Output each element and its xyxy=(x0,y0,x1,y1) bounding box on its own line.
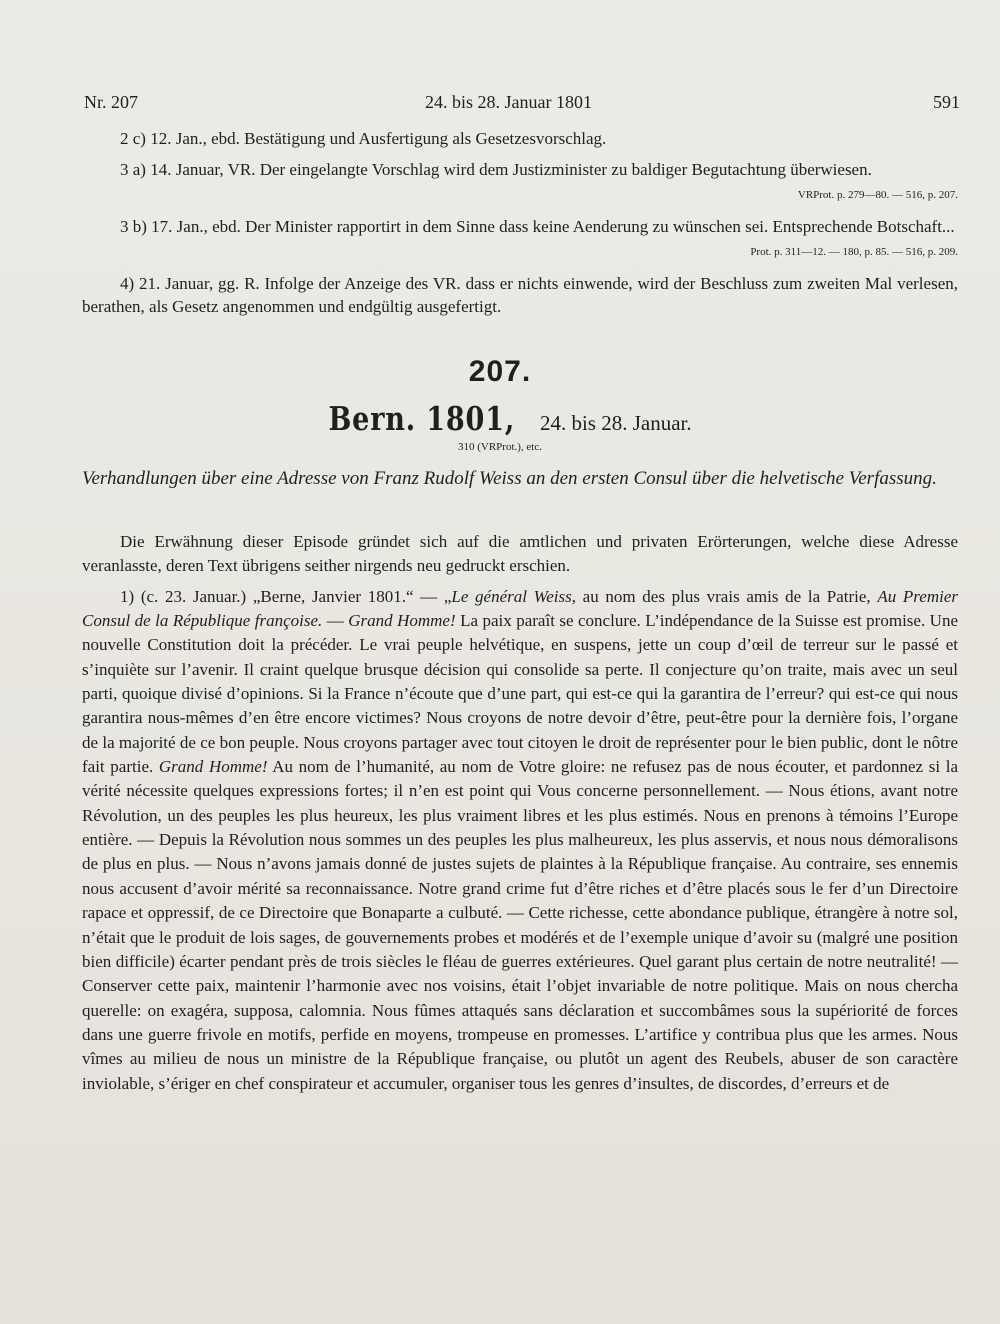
paragraph-3b-text: 3 b) 17. Jan., ebd. Der Minister rapportirt in dem Sinne dass keine Aenderung zu wünschen sei. Entsprechende Botschaft... xyxy=(120,217,955,236)
letter-addressee: Au Premier Consul de la République françoise. xyxy=(82,586,958,631)
section-source: 310 (VRProt.), etc. xyxy=(457,441,542,453)
paragraph-3a-text: 3 a) 14. Januar, VR. Der eingelangte Vorschlag wird dem Justizminister zu baldiger Begutachtung überwiesen. xyxy=(120,160,872,179)
body-text xyxy=(82,530,958,1096)
letter-salutation: Grand Homme! xyxy=(348,611,456,631)
letter-text-a: au nom des plus vrais amis de la Patrie, xyxy=(576,586,878,606)
top-block xyxy=(82,127,958,318)
letter-text-c: La paix paraît se conclure. L’indépendance de la Suisse est promise. Une nouvelle Constitution doit la précéder. Le vrai peuple helvétique, en suspens, jette un coup d’œil de terreur sur le passé et s’inquiète sur l’avenir. Il craint quelque brusque décision qui consolide sa perte. Il conjecture qu’on traite, mais avec un seul parti, quoique divisé d’opinions. Si la France n’écoute que d’une part, qui est-ce qui la garantira de l’erreur? qui est-ce qui nous garantira nous-mêmes d’en être encore victimes? Nous croyons de notre devoir d’être, peut-être pour la dernière fois, l’organe de la majorité de ce bon peuple. Nous croyons partager avec tout citoyen le droit de représenter pour le bien public, dont le nôtre fait partie. xyxy=(82,611,958,777)
header-document-number: Nr. 207 xyxy=(84,92,138,112)
section-subject: Verhandlungen über eine Adresse von Franz Rudolf Weiss an den ersten Consul über die helvetische Verfassung. xyxy=(82,468,937,489)
paragraph-2c: 2 c) 12. Jan., ebd. Bestätigung und Ausfertigung als Gesetzesvorschlag. xyxy=(120,129,607,148)
letter-salutation-repeat: Grand Homme! xyxy=(158,757,268,777)
intro-paragraph: Die Erwähnung dieser Episode gründet sich auf die amtlichen und privaten Erörterungen, welche diese Adresse veranlasste, deren Text übrigens seither nirgends neu gedruckt erschien. xyxy=(82,532,958,576)
letter-paragraph xyxy=(82,585,958,1096)
section-place-year: Bern. 1801, xyxy=(328,399,516,438)
paragraph-3b-reference: Prot. p. 311—12. — 180, p. 85. — 516, p. 209. xyxy=(750,246,958,258)
paragraph-3a-reference: VRProt. p. 279—80. — 516, p. 207. xyxy=(797,189,958,201)
letter-author: Le général Weiss, xyxy=(451,586,577,606)
paragraph-3b xyxy=(82,215,958,258)
header-page-number: 591 xyxy=(933,92,960,112)
letter-text-b: — xyxy=(322,611,349,631)
section-dates: 24. bis 28. Januar. xyxy=(539,411,692,435)
section-title xyxy=(0,399,1000,438)
paragraph-3a xyxy=(82,158,958,201)
section-number: 207. xyxy=(468,355,532,388)
paragraph-4: 4) 21. Januar, gg. R. Infolge der Anzeige des VR. dass er nichts einwende, wird der Beschluss zum zweiten Mal verlesen, berathen, als Gesetz angenommen und endgültig ausgefertigt. xyxy=(82,274,958,316)
header-date-range: 24. bis 28. Januar 1801 xyxy=(425,92,592,112)
letter-opening: 1) (c. 23. Januar.) „Berne, Janvier 1801.“ — „ xyxy=(120,586,452,606)
running-header xyxy=(84,92,960,116)
letter-text-d: Au nom de l’humanité, au nom de Votre gloire: ne refusez pas de nous écouter, et pardonnez si la vérité nécessite quelques expressions fortes; il n’en est point qui Vous concerne personnellement. — Nous étions, avant notre Révolution, un des peuples les plus heureux, les plus vraiment libres et les plus estimés. Nous en prenons à témoins l’Europe entière. — Depuis la Révolution nous sommes un des peuples les plus malheureux, les plus asservis, et nous nous démoralisons de plus en plus. — Nous n’avons jamais donné de justes sujets de plaintes à la République française. Au contraire, ses ennemis nous accusent d’avoir mérité sa reconnaissance. Notre grand crime fut d’être riches et d’être placés sous le fer d’un Directoire rapace et oppressif, de ce Directoire que Bonaparte a culbuté. — Cette richesse, cette abondance publique, étrangère à notre sol, n’était que le produit de lois sages, de gouvernements probes et modérés et de l’exemple unique d’avoir su (malgré une position bien difficile) écarter pendant près de trois siècles le fléau de guerres extérieures. Quel garant plus certain de notre neutralité! — Conserver cette paix, maintenir l’harmonie avec nos voisins, était l’objet invariable de notre politique. Mais on nous chercha querelle: on exagéra, supposa, calomnia. Nous fûmes attaqués sans déclaration et succombâmes sous la supériorité de forces dans une guerre frivole en motifs, perfide en moyens, trompeuse en promesses. L’artifice y contribua plus que les armes. Nous vîmes au milieu de nous un ministre de la République française, ou plutôt un agent des Reubels, abuser de son caractère inviolable, s’ériger en chef conspirateur et accumuler, organiser tous les genres d’insultes, de discordes, d’erreurs et de xyxy=(82,757,958,1093)
